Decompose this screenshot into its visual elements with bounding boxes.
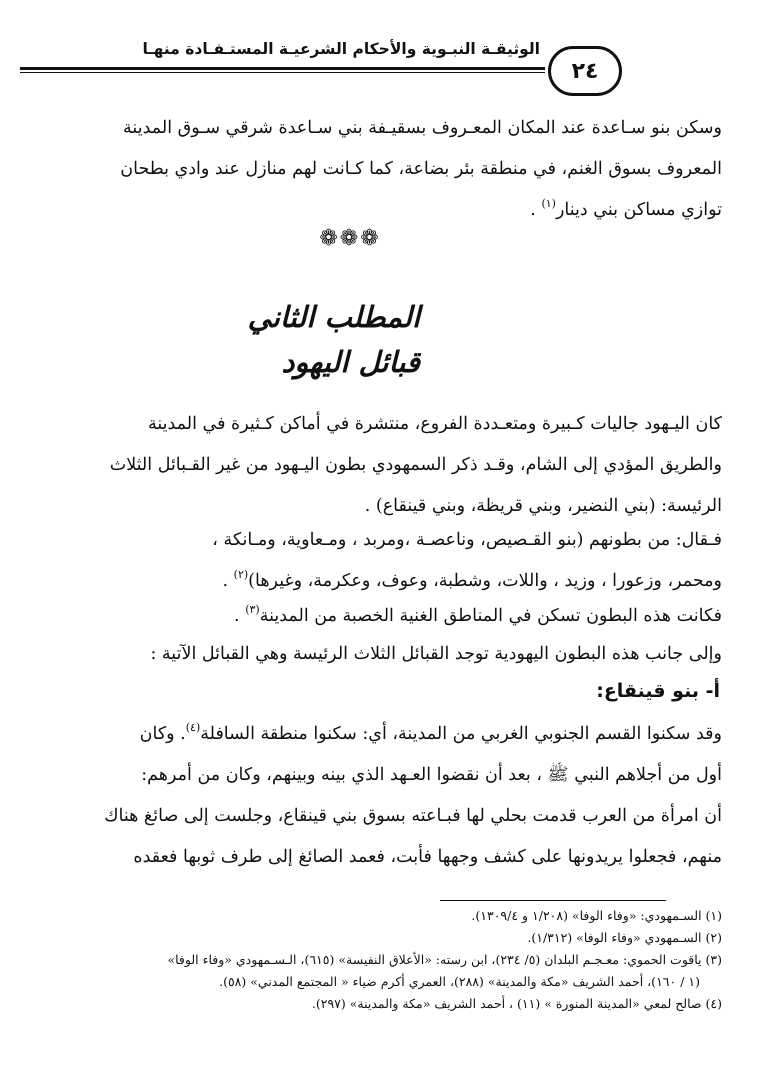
text-line: وسكن بنو سـاعدة عند المكان المعـروف بسقيـفة بني سـاعدة شرقي سـوق المدينة [123,118,722,138]
text-span: فكانت هذه البطون تسكن في المناطق الغنية الخصبة من المدينة [259,606,722,626]
text-line [38,714,722,755]
text-line [38,596,722,637]
footnote-ref[interactable]: (٣) [245,603,260,616]
text-line: الرئيسة: (بني النضير، وبني قريظة، وبني قينقاع) . [364,496,722,516]
page-number: ٢٤ [571,58,599,84]
text-line: وإلى جانب هذه البطون اليهودية توجد القبائل الثلاث الرئيسة وهي القبائل الآتية : [150,644,722,664]
footnote-separator [440,900,666,901]
text-span: . وكان [139,724,186,744]
footnote-1: (١) السـمهودي: «وفاء الوفا» (١/٢٠٨ و ١٣٠٩/٤). [471,908,722,923]
footnote-3-continued: (١ / ١٦٠)، أحمد الشريف «مكة والمدينة» (٢٨٨)، العمري أكرم ضياء « المجتمع المدني» (٥٨). [219,974,700,989]
running-header-title: الوثيقـة النبـوية والأحكام الشرعيـة المستـفـادة منهـا [142,40,540,58]
paragraph-1 [38,404,722,527]
text-line: والطريق المؤدي إلى الشام، وقـد ذكر السمهودي بطون اليـهود من غير القـبائل الثلاث [109,455,722,475]
footnote-2: (٢) السـمهودي «وفاء الوفا» (١/٣١٢). [527,930,722,945]
text-line [38,190,722,231]
text-span: وقد سكنوا القسم الجنوبي الغربي من المدينة، أي: سكنوا منطقة السافلة [200,724,722,744]
footnote-3: (٣) ياقوت الحموي: معـجـم البلدان (٥/ ٢٣٤)، ابن رسته: «الأعلاق النفيسة» (٦١٥)، الـسـمهودي «وفاء الوفا» [167,952,722,967]
paragraph-4 [38,634,722,675]
paragraph-3 [38,596,722,637]
text-line: المعروف بسوق الغنم، في منطقة بئر بضاعة، كما كـانت لهم منازل عند وادي بطحان [120,159,722,179]
text-span: . [530,200,542,220]
footnote-4: (٤) صالح لمعي «المدينة المنورة » (١١) ، أحمد الشريف «مكة والمدينة» (٢٩٧). [311,996,722,1011]
text-line: أول من أجلاهم النبي ﷺ ، بعد أن نقضوا العـهد الذي بينه وبينهم، وكان من أمرهم: [141,765,722,785]
footnote-ref[interactable]: (٤) [185,721,201,734]
text-line: أن امرأة من العرب قدمت بحلي لها فبـاعته بسوق بني قينقاع، وجلست إلى صائغ هناك [104,806,722,826]
text-span: ومحمر، وزعورا ، وزيد ، واللات، وشطبة، وعوف، وعكرمة، وغيرها) [248,571,722,591]
text-span: . [222,571,234,591]
text-span: توازي مساكن بني دينار [555,200,722,220]
paragraph-2 [38,520,722,602]
paragraph-5 [38,714,722,878]
footnote-ref[interactable]: (١) [541,197,556,210]
flower-ornament-icon: ❁❁❁ [319,226,381,251]
text-span: . [234,606,246,626]
header-rule [20,67,545,70]
section-subtitle: قبائل اليهود [281,345,420,379]
text-line: فـقال: من بطونهم (بنو القـصيص، وناعصـة ،ومربد ، ومـعاوية، ومـانكة ، [212,530,722,550]
footnote-ref[interactable]: (٢) [233,568,249,581]
page-number-badge [548,46,622,96]
subheading-banu-qaynuqa: أ- بنو قينقاع: [596,680,720,702]
footnotes [24,905,722,1015]
section-title: المطلب الثاني [247,300,420,334]
text-line: منهم، فجعلوا يريدونها على كشف وجهها فأبت، فعمد الصائغ إلى طرف ثوبها فعقده [133,847,722,867]
intro-paragraph [38,108,722,231]
header-rule-thin [20,72,545,73]
text-line: كان اليـهود جاليات كـبيرة ومتعـددة الفروع، منتشرة في أماكن كـثيرة في المدينة [147,414,722,434]
